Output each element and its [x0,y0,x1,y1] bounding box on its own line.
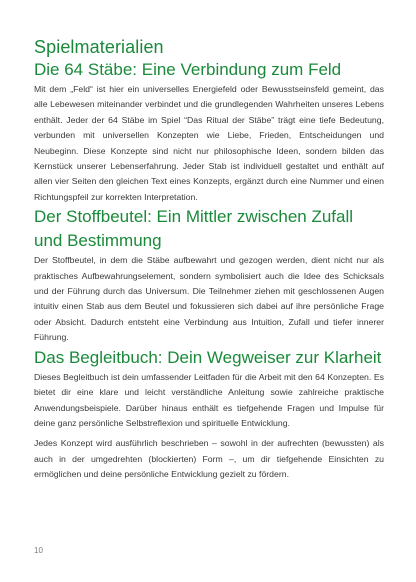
page-number: 10 [34,546,43,555]
stoffbeutel-paragraph: Der Stoffbeutel, in dem die Stäbe aufbewahrt und gezogen werden, dient nicht nur als praktisches Aufbewahrungselement, sondern symbolisiert auch die Idee des Schicksals und der Führung durch das Universum. Die Teilnehmer ziehen mit geschlossenen Augen intuitiv einen Stab aus dem Beutel und fokussieren sich dabei auf ihre persönliche Frage oder Absicht. Dadurch entsteht eine Verbindung aus Intuition, Zufall und tiefer innerer Führung. [34,255,384,343]
section-heading-begleitbuch: Das Begleitbuch: Dein Wegweiser zur Klarheit [34,347,382,367]
section-begleitbuch [34,346,384,483]
section-stoffbeutel [34,205,384,345]
section-heading-stoffbeutel: Der Stoffbeutel: Ein Mittler zwischen Zufall und Bestimmung [34,207,354,251]
section-heading-staebe: Die 64 Stäbe: Eine Verbindung zum Feld [34,60,342,79]
page-title: Spielmaterialien [34,37,164,57]
begleitbuch-paragraph-2: Jedes Konzept wird ausführlich beschrieben – sowohl in der aufrechten (bewussten) als auch in der umgedrehten (blockierten) Form –, um dir tiefgehende Einsichten zu ermöglichen und deine persönliche Entwicklung gezielt zu fördern. [34,438,384,480]
section-staebe [34,58,384,205]
begleitbuch-paragraph-1: Dieses Begleitbuch ist dein umfassender Leitfaden für die Arbeit mit den 64 Konzepten. Es bietet dir eine klare und leicht verständliche Anleitung sowie zahlreiche praktische Anwendungsbeispiele. Darüber hinaus enthält es tiefgehende Fragen und Impulse für deine ganz persönliche Selbstreflexion und spirituelle Entwicklung. [34,371,384,428]
page-content [34,36,384,483]
staebe-paragraph: Mit dem „Feld“ ist hier ein universelles Energiefeld oder Bewusstseinsfeld gemeint, das alle Lebewesen miteinander verbindet und die grundlegenden Wahrheiten unseres Lebens enthält. Jeder der 64 Stäbe im Spiel “Das Ritual der Stäbe” trägt eine tiefe Bedeutung, verbunden mit universellen Konzepten wie Liebe, Frieden, Entscheidungen und Neubeginn. Diese Konzepte sind nicht nur philosophische Ideen, sondern bilden das Kernstück unserer Lebenserfahrung. Jeder Stab ist individuell gestaltet und enthält auf allen vier Seiten den gleichen Text eines Konzepts, ergänzt durch eine Nummer und einen Richtungspfeil zur korrekten Interpretation. [34,84,384,202]
